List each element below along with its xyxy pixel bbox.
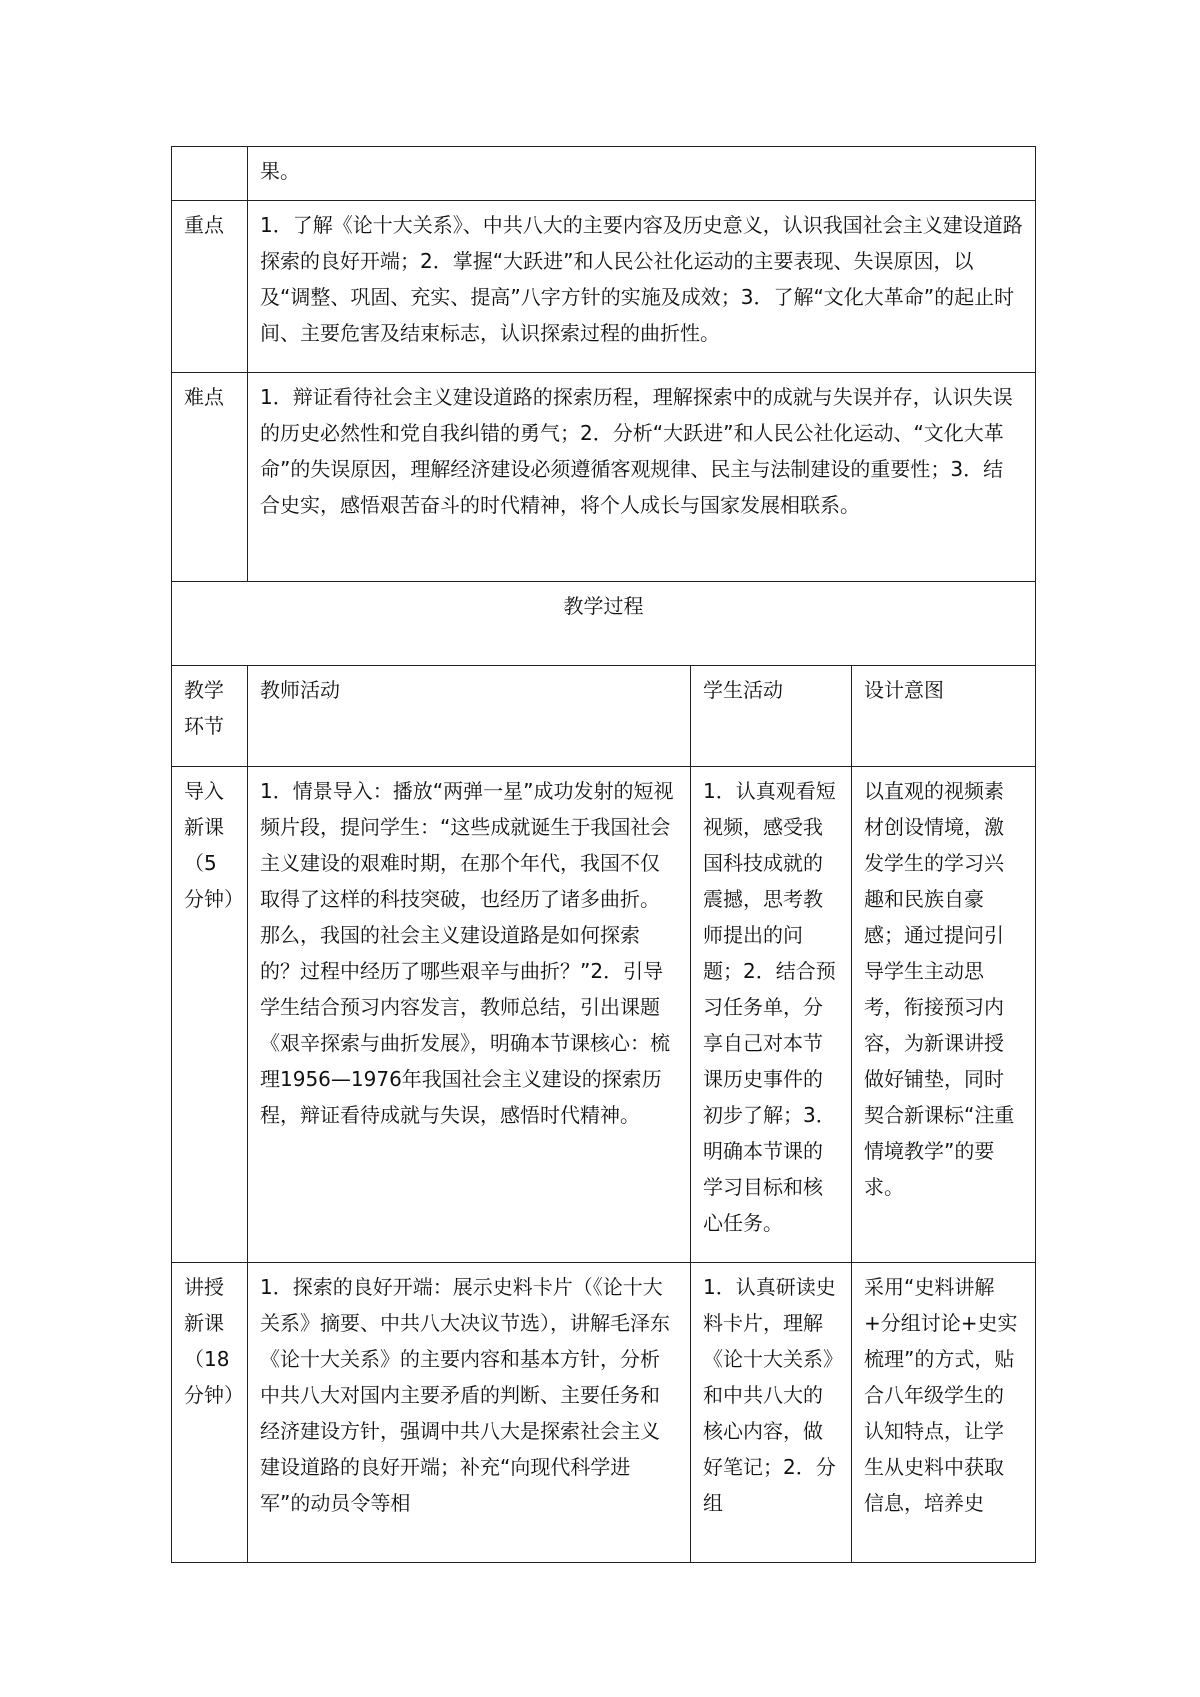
column-header-row	[172, 666, 1036, 767]
stage-name: 导入新课（5分钟）	[172, 767, 248, 1263]
key-points-row	[172, 201, 1036, 373]
difficult-points-text: 1．辩证看待社会主义建设道路的探索历程，理解探索中的成就与失误并存，认识失误的历史必然性和党自我纠错的勇气；2．分析“大跃进”和人民公社化运动、“文化大革命”的失误原因，理解经济建设必须遵循客观规律、民主与法制建设的重要性；3．结合史实，感悟艰苦奋斗的时代精神，将个人成长与国家发展相联系。	[248, 373, 1036, 582]
stage-row-lecture	[172, 1263, 1036, 1563]
student-activity: 1．认真研读史料卡片，理解《论十大关系》和中共八大的核心内容，做好笔记；2．分组	[691, 1263, 852, 1563]
process-title: 教学过程	[172, 582, 1036, 666]
design-intent: 采用“史料讲解+分组讨论+史实梳理”的方式，贴合八年级学生的认知特点，让学生从史料中获取信息，培养史	[852, 1263, 1036, 1563]
student-activity: 1．认真观看短视频，感受我国科技成就的震撼，思考教师提出的问题；2．结合预习任务单，分享自己对本节课历史事件的初步了解；3．明确本节课的学习目标和核心任务。	[691, 767, 852, 1263]
stage-row-intro	[172, 767, 1036, 1263]
difficult-points-row	[172, 373, 1036, 582]
design-intent: 以直观的视频素材创设情境，激发学生的学习兴趣和民族自豪感；通过提问引导学生主动思考，衔接预习内容，为新课讲授做好铺垫，同时契合新课标“注重情境教学”的要求。	[852, 767, 1036, 1263]
difficult-points-label: 难点	[172, 373, 248, 582]
stage-name: 讲授新课（18分钟）	[172, 1263, 248, 1563]
key-points-label: 重点	[172, 201, 248, 373]
header-student: 学生活动	[691, 666, 852, 767]
lesson-plan-table	[171, 146, 1036, 1563]
process-title-row	[172, 582, 1036, 666]
continuation-row	[172, 147, 1036, 201]
teacher-activity: 1．探索的良好开端：展示史料卡片（《论十大关系》摘要、中共八大决议节选），讲解毛泽东《论十大关系》的主要内容和基本方针，分析中共八大对国内主要矛盾的判断、主要任务和经济建设方针，强调中共八大是探索社会主义建设道路的良好开端；补充“向现代科学进军”的动员令等相	[248, 1263, 691, 1563]
header-stage: 教学环节	[172, 666, 248, 767]
key-points-text: 1．了解《论十大关系》、中共八大的主要内容及历史意义，认识我国社会主义建设道路探索的良好开端；2．掌握“大跃进”和人民公社化运动的主要表现、失误原因，以及“调整、巩固、充实、提高”八字方针的实施及成效；3．了解“文化大革命”的起止时间、主要危害及结束标志，认识探索过程的曲折性。	[248, 201, 1036, 373]
continuation-text: 果。	[248, 147, 1036, 201]
teacher-activity: 1．情景导入：播放“两弹一星”成功发射的短视频片段，提问学生：“这些成就诞生于我国社会主义建设的艰难时期，在那个年代，我国不仅取得了这样的科技突破，也经历了诸多曲折。那么，我国的社会主义建设道路是如何探索的？过程中经历了哪些艰辛与曲折？”2．引导学生结合预习内容发言，教师总结，引出课题《艰辛探索与曲折发展》，明确本节课核心：梳理1956—1976年我国社会主义建设的探索历程，辩证看待成就与失误，感悟时代精神。	[248, 767, 691, 1263]
header-teacher: 教师活动	[248, 666, 691, 767]
header-design: 设计意图	[852, 666, 1036, 767]
continuation-label	[172, 147, 248, 201]
